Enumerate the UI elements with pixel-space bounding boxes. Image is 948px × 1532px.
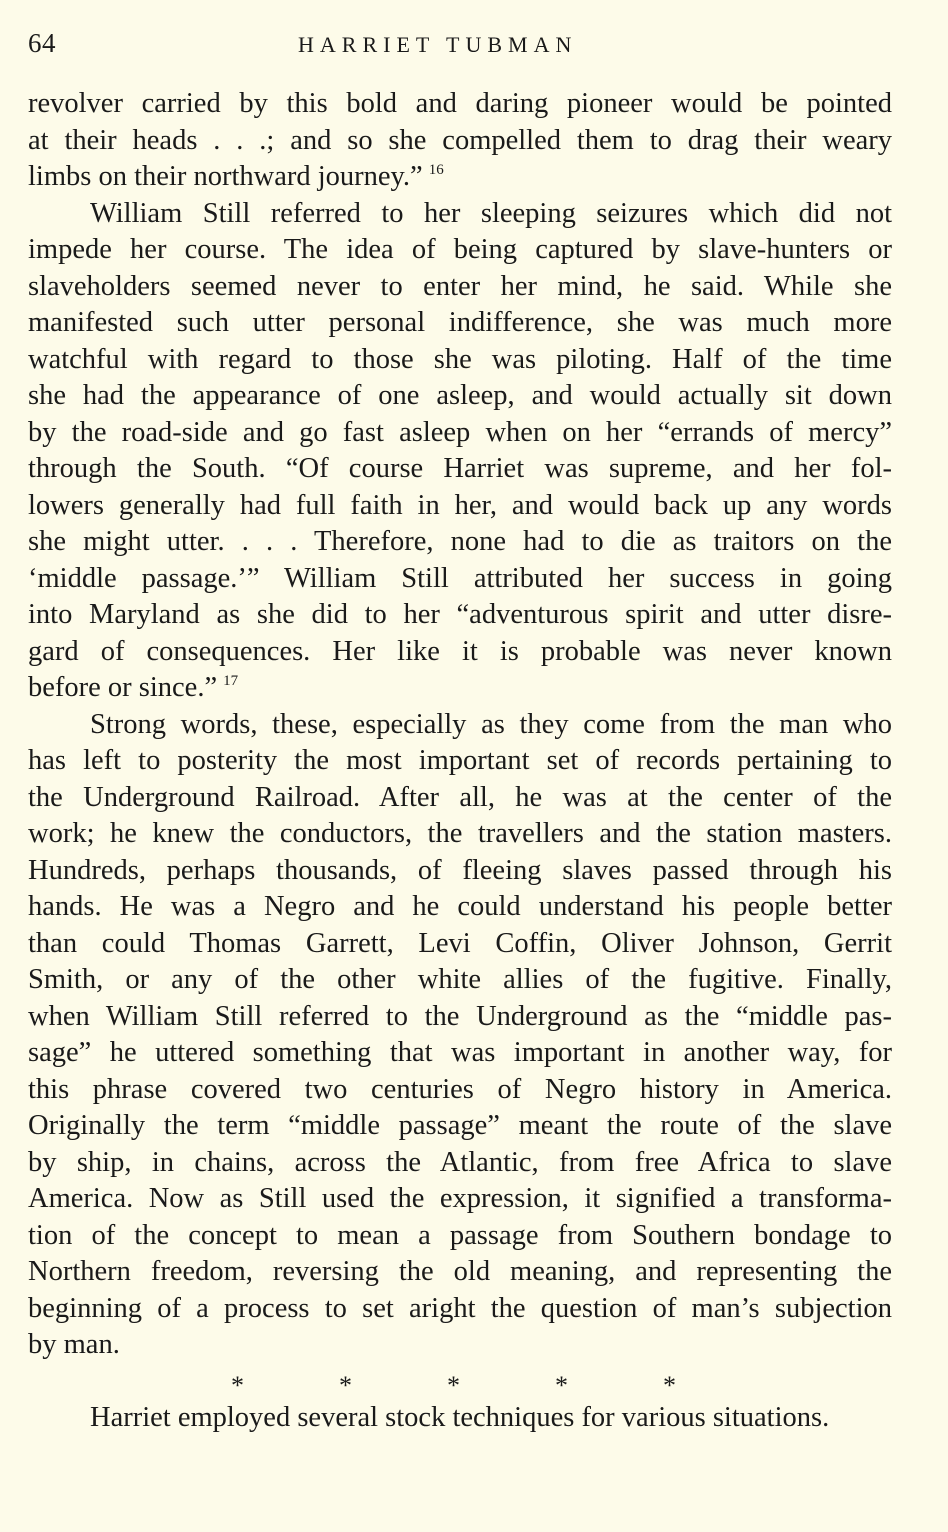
line-text: hands. He was a Negro and he could understand his people better bbox=[28, 891, 892, 922]
line-text: watchful with regard to those she was piloting. Half of the time bbox=[28, 343, 892, 375]
footnote-marker: 17 bbox=[223, 673, 239, 689]
text-line bbox=[28, 670, 892, 707]
line-text: lowers generally had full faith in her, and would back up any words bbox=[28, 489, 892, 521]
line-text: by man. bbox=[28, 1329, 120, 1360]
line-text: tion of the concept to mean a passage from Southern bondage to bbox=[28, 1219, 892, 1251]
line-text: by the road-side and go fast asleep when on her “errands of mercy” bbox=[28, 416, 892, 448]
text-line bbox=[28, 1035, 892, 1072]
text-line bbox=[28, 1327, 892, 1364]
body-text bbox=[28, 86, 892, 1437]
text-line bbox=[28, 853, 892, 890]
footnote-marker: 16 bbox=[428, 162, 444, 178]
asterisk: * bbox=[231, 1370, 244, 1400]
line-text: America. Now as Still used the expression, it signified a transforma- bbox=[28, 1183, 892, 1214]
line-text: revolver carried by this bold and daring pioneer would be pointed bbox=[28, 88, 892, 119]
text-line bbox=[28, 1254, 892, 1291]
text-line bbox=[28, 378, 892, 415]
line-text: William Still referred to her sleeping seizures which did not bbox=[90, 197, 892, 229]
text-line bbox=[28, 1145, 892, 1182]
line-text: this phrase covered two centuries of Negro history in America. bbox=[28, 1073, 892, 1105]
text-line bbox=[28, 269, 892, 306]
text-line bbox=[28, 1181, 892, 1218]
text-line bbox=[28, 926, 892, 963]
asterisk: * bbox=[663, 1370, 676, 1400]
line-text: Hundreds, perhaps thousands, of fleeing slaves passed through his bbox=[28, 854, 892, 886]
line-text: beginning of a process to set aright the question of man’s subjection bbox=[28, 1292, 892, 1324]
text-line bbox=[28, 743, 892, 780]
line-text: has left to posterity the most important set of records pertaining to bbox=[28, 745, 892, 776]
line-text: manifested such utter personal indifference, she was much more bbox=[28, 307, 892, 338]
text-line bbox=[28, 634, 892, 671]
line-text: the Underground Railroad. After all, he was at the center of the bbox=[28, 781, 892, 813]
text-line bbox=[28, 962, 892, 999]
line-text: she had the appearance of one asleep, and would actually sit down bbox=[28, 380, 892, 411]
asterisk: * bbox=[339, 1370, 352, 1400]
line-text: gard of consequences. Her like it is probable was never known bbox=[28, 635, 892, 667]
line-text: Strong words, these, especially as they come from the man who bbox=[90, 708, 892, 740]
text-line bbox=[28, 707, 892, 744]
text-line bbox=[28, 1072, 892, 1109]
text-line bbox=[28, 488, 892, 525]
line-text: sage” he uttered something that was important in another way, for bbox=[28, 1037, 892, 1068]
line-text: by ship, in chains, across the Atlantic, from free Africa to slave bbox=[28, 1146, 892, 1178]
line-text: through the South. “Of course Harriet was supreme, and her fol- bbox=[28, 453, 892, 484]
text-line bbox=[28, 1108, 892, 1145]
text-line bbox=[28, 342, 892, 379]
text-line bbox=[28, 1291, 892, 1328]
text-line bbox=[28, 86, 892, 123]
text-line bbox=[28, 451, 892, 488]
asterisk: * bbox=[447, 1370, 460, 1400]
text-line bbox=[28, 1400, 892, 1437]
line-text: at their heads . . .; and so she compelled them to drag their weary bbox=[28, 124, 892, 156]
page-number: 64 bbox=[28, 28, 56, 58]
line-text: than could Thomas Garrett, Levi Coffin, Oliver Johnson, Gerrit bbox=[28, 927, 892, 959]
line-text: Harriet employed several stock techniques for various situations. bbox=[90, 1402, 830, 1433]
line-text: limbs on their northward journey.” bbox=[28, 161, 423, 192]
asterisk: * bbox=[555, 1370, 568, 1400]
text-line bbox=[28, 305, 892, 342]
text-line bbox=[28, 123, 892, 160]
text-line bbox=[28, 816, 892, 853]
text-line bbox=[28, 415, 892, 452]
line-text: before or since.” bbox=[28, 672, 218, 703]
text-line bbox=[28, 1218, 892, 1255]
text-line bbox=[28, 196, 892, 233]
line-text: she might utter. . . . Therefore, none had to die as traitors on the bbox=[28, 526, 892, 557]
text-line bbox=[28, 232, 892, 269]
line-text: ‘middle passage.’” William Still attributed her success in going bbox=[28, 562, 892, 594]
text-line bbox=[28, 597, 892, 634]
closing-paragraph bbox=[28, 1400, 892, 1437]
paragraph-3 bbox=[28, 707, 892, 1364]
section-break bbox=[231, 1364, 676, 1401]
line-text: Originally the term “middle passage” meant the route of the slave bbox=[28, 1110, 892, 1141]
line-text: work; he knew the conductors, the travellers and the station masters. bbox=[28, 818, 892, 849]
line-text: Northern freedom, reversing the old meaning, and representing the bbox=[28, 1256, 892, 1287]
paragraph-2 bbox=[28, 196, 892, 707]
paragraph-1 bbox=[28, 86, 892, 196]
text-line bbox=[28, 999, 892, 1036]
line-text: when William Still referred to the Underground as the “middle pas- bbox=[28, 1000, 892, 1032]
text-line bbox=[28, 159, 892, 196]
text-line bbox=[28, 780, 892, 817]
line-text: into Maryland as she did to her “adventurous spirit and utter disre- bbox=[28, 599, 892, 630]
line-text: impede her course. The idea of being captured by slave-hunters or bbox=[28, 234, 892, 265]
text-line bbox=[28, 889, 892, 926]
line-text: Smith, or any of the other white allies of the fugitive. Finally, bbox=[28, 964, 892, 995]
text-line bbox=[28, 524, 892, 561]
line-text: slaveholders seemed never to enter her mind, he said. While she bbox=[28, 270, 892, 302]
running-head: HARRIET TUBMAN bbox=[298, 32, 578, 57]
text-line bbox=[28, 561, 892, 598]
